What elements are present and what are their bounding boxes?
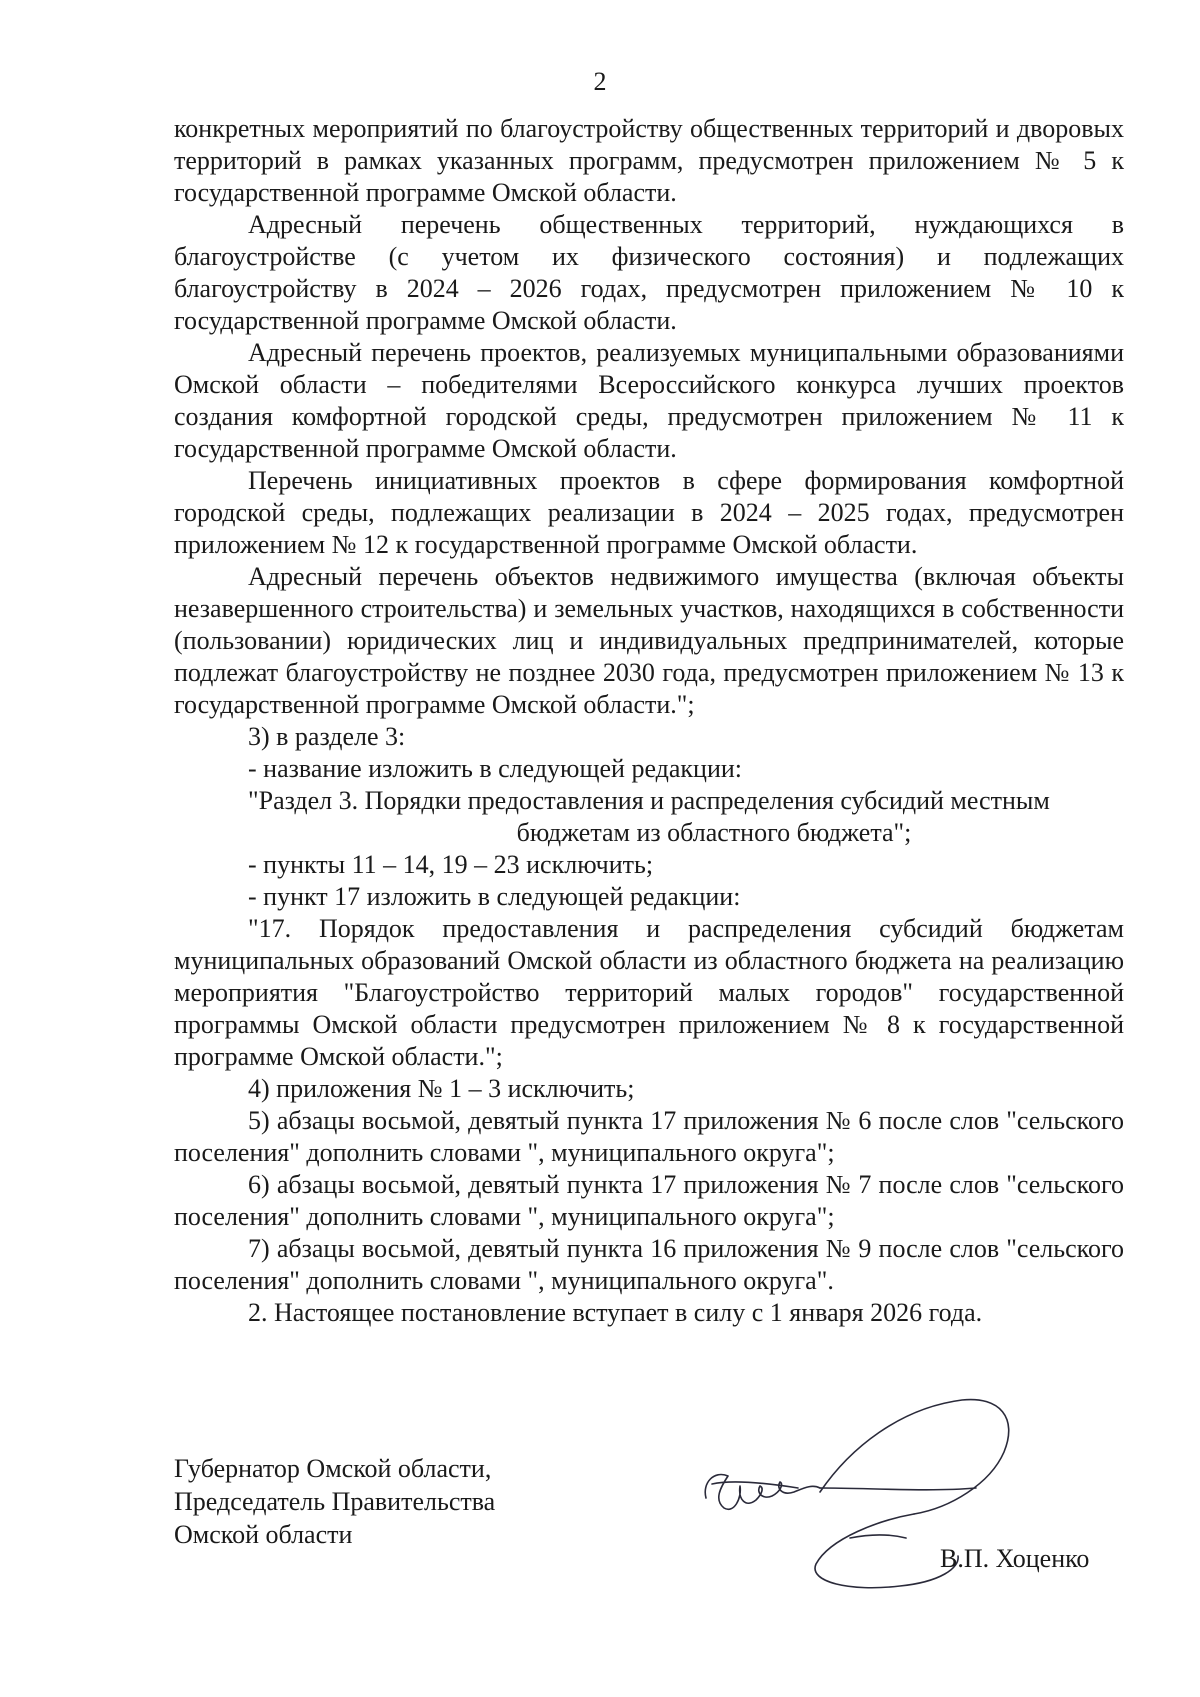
item-exclude-points: - пункты 11 – 14, 19 – 23 исключить; [248,850,654,879]
section-heading-quote-line-1: "Раздел 3. Порядки предоставления и распределения субсидий местным [248,786,1050,815]
item-appendix-6-change: 5) абзацы восьмой, девятый пункта 17 приложения № 6 после слов "сельского поселения" дополнить словами ", муниципального округа"; [174,1106,1124,1167]
paragraph-real-estate-list: Адресный перечень объектов недвижимого имущества (включая объекты незавершенного строительства) и земельных участков, находящихся в собственности (пользовании) юридических лиц и индивидуальных предпринимателей, которые подлежат благоустройству не позднее 2030 года, предусмотрен приложением № 13 к государственной программе Омской области."; [174,562,1124,719]
section-heading-quote-line-2: бюджетам из областного бюджета"; [516,818,912,847]
item-section-3: 3) в разделе 3: [248,722,406,751]
signatory-title-line-2: Председатель Правительства [174,1487,496,1516]
item-title-change: - название изложить в следующей редакции: [248,754,743,783]
signatory-title-line-3: Омской области [174,1520,353,1549]
item-appendix-9-change: 7) абзацы восьмой, девятый пункта 16 приложения № 9 после слов "сельского поселения" дополнить словами ", муниципального округа". [174,1234,1124,1295]
item-appendix-7-change: 6) абзацы восьмой, девятый пункта 17 приложения № 7 после слов "сельского поселения" дополнить словами ", муниципального округа"; [174,1170,1124,1231]
page-number: 2 [593,67,607,96]
paragraph-initiative-projects: Перечень инициативных проектов в сфере формирования комфортной городской среды, подлежащих реализации в 2024 – 2025 годах, предусмотрен приложением № 12 к государственной программе Омской области. [174,466,1124,559]
paragraph-public-territories: Адресный перечень общественных территорий, нуждающихся в благоустройстве (с учетом их физического состояния) и подлежащих благоустройству в 2024 – 2026 годах, предусмотрен приложением № 10 к государственной программе Омской области. [174,210,1124,335]
item-point-17-change: - пункт 17 изложить в следующей редакции: [248,882,741,911]
signer-name: В.П. Хоценко [940,1544,1090,1573]
item-appendices-exclude: 4) приложения № 1 – 3 исключить; [248,1074,635,1103]
document-body [174,113,1124,1329]
item-effective-date: 2. Настоящее постановление вступает в силу с 1 января 2026 года. [248,1298,983,1327]
paragraph-point-17-text: "17. Порядок предоставления и распределения субсидий бюджетам муниципальных образований Омской области из областного бюджета на реализацию мероприятия "Благоустройство территорий малых городов" государственной программы Омской области предусмотрен приложением № 8 к государственной программе Омской области."; [174,914,1124,1071]
signatory-title [174,1452,495,1551]
signatory-title-line-1: Губернатор Омской области, [174,1454,492,1483]
paragraph-continuation: конкретных мероприятий по благоустройству общественных территорий и дворовых территорий в рамках указанных программ, предусмотрен приложением № 5 к государственной программе Омской области. [174,114,1124,207]
paragraph-projects-list: Адресный перечень проектов, реализуемых муниципальными образованиями Омской области – победителями Всероссийского конкурса лучших проектов создания комфортной городской среды, предусмотрен приложением № 11 к государственной программе Омской области. [174,338,1124,463]
